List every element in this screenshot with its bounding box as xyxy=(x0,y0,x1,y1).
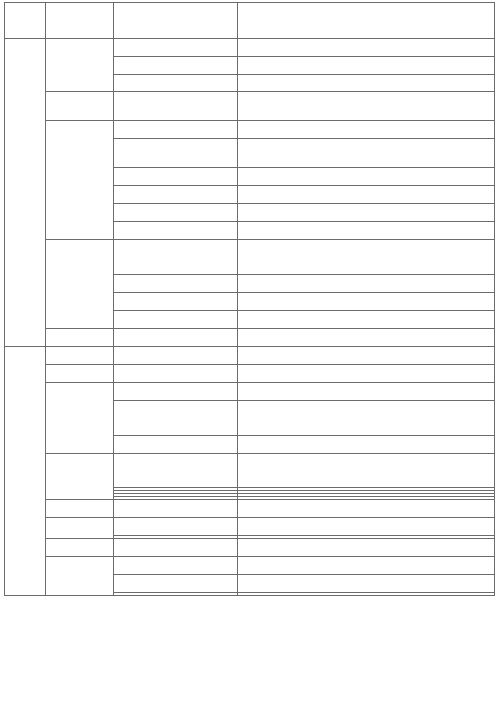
group-name-cell xyxy=(46,92,114,121)
group-name-cell xyxy=(46,39,114,92)
table-row xyxy=(5,454,495,488)
name-93-98-cell xyxy=(114,75,238,92)
name-pre93-cell xyxy=(238,311,495,329)
name-93-98-cell xyxy=(114,347,238,365)
group-name-cell xyxy=(46,383,114,454)
group-name-cell xyxy=(46,500,114,518)
header-93-98-name xyxy=(114,3,238,39)
name-pre93-cell xyxy=(238,500,495,518)
name-93-98-cell xyxy=(114,593,238,596)
group-name-cell xyxy=(46,454,114,500)
name-93-98-cell xyxy=(114,222,238,240)
section-category-cell xyxy=(5,347,46,596)
name-pre93-cell xyxy=(238,92,495,121)
table-row xyxy=(5,383,495,401)
table-row xyxy=(5,92,495,121)
name-pre93-cell xyxy=(238,57,495,75)
name-pre93-cell xyxy=(238,539,495,557)
name-pre93-cell xyxy=(238,293,495,311)
group-name-cell xyxy=(46,121,114,240)
group-name-cell xyxy=(46,539,114,557)
group-name-cell xyxy=(46,329,114,347)
name-93-98-cell xyxy=(114,518,238,536)
name-pre93-cell xyxy=(238,557,495,575)
name-pre93-cell xyxy=(238,139,495,168)
table-row xyxy=(5,500,495,518)
name-93-98-cell xyxy=(114,401,238,436)
name-pre93-cell xyxy=(238,593,495,596)
header-current-name xyxy=(46,3,114,39)
name-pre93-cell xyxy=(238,454,495,488)
name-93-98-cell xyxy=(114,39,238,57)
table-row xyxy=(5,240,495,275)
name-pre93-cell xyxy=(238,518,495,536)
table-row xyxy=(5,557,495,575)
name-93-98-cell xyxy=(114,139,238,168)
name-93-98-cell xyxy=(114,168,238,186)
name-pre93-cell xyxy=(238,121,495,139)
name-93-98-cell xyxy=(114,240,238,275)
name-pre93-cell xyxy=(238,329,495,347)
name-93-98-cell xyxy=(114,539,238,557)
name-pre93-cell xyxy=(238,575,495,593)
group-name-cell xyxy=(46,240,114,329)
name-pre93-cell xyxy=(238,275,495,293)
name-93-98-cell xyxy=(114,186,238,204)
name-pre93-cell xyxy=(238,168,495,186)
section-category-cell xyxy=(5,39,46,347)
name-pre93-cell xyxy=(238,240,495,275)
table-row xyxy=(5,39,495,57)
table-body xyxy=(5,39,495,596)
name-93-98-cell xyxy=(114,293,238,311)
group-name-cell xyxy=(46,518,114,539)
name-93-98-cell xyxy=(114,57,238,75)
name-pre93-cell xyxy=(238,347,495,365)
name-93-98-cell xyxy=(114,575,238,593)
table-row xyxy=(5,365,495,383)
table-row xyxy=(5,347,495,365)
name-pre93-cell xyxy=(238,222,495,240)
name-pre93-cell xyxy=(238,75,495,92)
name-pre93-cell xyxy=(238,39,495,57)
name-pre93-cell xyxy=(238,436,495,454)
name-93-98-cell xyxy=(114,383,238,401)
header-category xyxy=(5,3,46,39)
major-comparison-table xyxy=(4,2,495,596)
table-row xyxy=(5,329,495,347)
name-93-98-cell xyxy=(114,275,238,293)
name-93-98-cell xyxy=(114,557,238,575)
name-93-98-cell xyxy=(114,365,238,383)
name-93-98-cell xyxy=(114,436,238,454)
table-row xyxy=(5,121,495,139)
group-name-cell xyxy=(46,347,114,365)
header-pre93-name xyxy=(238,3,495,39)
name-93-98-cell xyxy=(114,454,238,488)
table-row xyxy=(5,539,495,557)
name-93-98-cell xyxy=(114,92,238,121)
name-pre93-cell xyxy=(238,383,495,401)
name-pre93-cell xyxy=(238,401,495,436)
name-93-98-cell xyxy=(114,329,238,347)
group-name-cell xyxy=(46,365,114,383)
name-pre93-cell xyxy=(238,186,495,204)
name-pre93-cell xyxy=(238,204,495,222)
name-93-98-cell xyxy=(114,311,238,329)
name-93-98-cell xyxy=(114,204,238,222)
header-row xyxy=(5,3,495,39)
name-93-98-cell xyxy=(114,500,238,518)
name-pre93-cell xyxy=(238,365,495,383)
name-93-98-cell xyxy=(114,121,238,139)
group-name-cell xyxy=(46,557,114,596)
table-row xyxy=(5,518,495,536)
